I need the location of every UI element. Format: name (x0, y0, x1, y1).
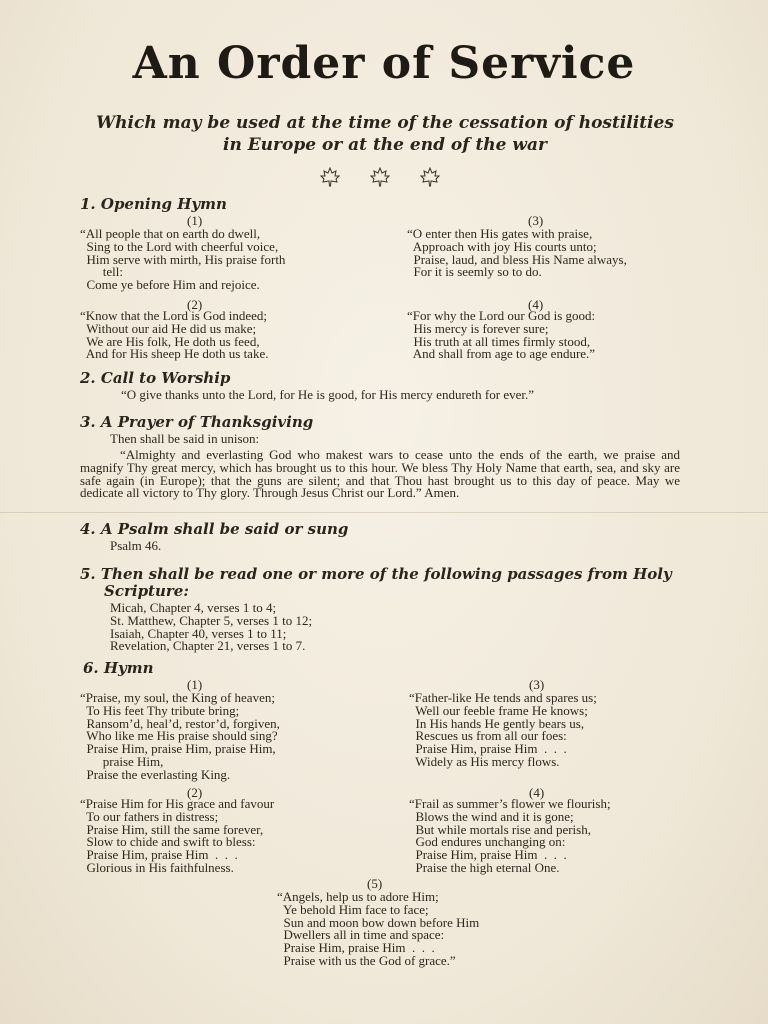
paper-fold (0, 512, 768, 513)
scripture-passages: Micah, Chapter 4, verses 1 to 4; St. Matthew, Chapter 5, verses 1 to 12; Isaiah, Chapter 40, verses 1 to 11; Revelation, Chapter 21, verses 1 to 7. (110, 600, 313, 654)
section-heading-scripture: 5. Then shall be read one or more of the following passages from Holy (80, 565, 672, 583)
section-heading-psalm: 4. A Psalm shall be said or sung (80, 520, 349, 538)
section-heading-hymn: 6. Hymn (83, 659, 154, 677)
maple-leaf-icon (420, 167, 440, 187)
hymn-verse: “Angels, help us to adore Him; Ye behold Him face to face; Sun and moon bow down before Him Dwellers all in time and space: Praise Him, praise Him . . . Praise with us the God of grace.” (277, 889, 480, 968)
section-heading-scripture-cont: Scripture: (104, 582, 189, 600)
section-heading-call-to-worship: 2. Call to Worship (80, 369, 231, 387)
hymn-verse: “Know that the Lord is God indeed; Without our aid He did us make; We are His folk, He doth us feed, And for His sheep He doth us take. (80, 308, 269, 362)
hymn-verse: “O enter then His gates with praise, Approach with joy His courts unto; Praise, laud, and bless His Name always, For it is seemly so to do. (407, 226, 627, 280)
maple-leaf-icon (370, 167, 390, 187)
call-to-worship-text: “O give thanks unto the Lord, for He is good, for His mercy endureth for ever.” (121, 387, 534, 402)
psalm-text: Psalm 46. (110, 538, 162, 553)
verse-number: (2) (187, 785, 203, 800)
subtitle-line-1: Which may be used at the time of the cessation of hostilities (96, 113, 674, 133)
hymn-verse: “Father-like He tends and spares us; Well our feeble frame He knows; In His hands He gently bears us, Rescues us from all our foes: Praise Him, praise Him . . . Widely as His mercy flows. (409, 690, 597, 769)
verse-number: (2) (187, 297, 203, 312)
hymn-verse: “Frail as summer’s flower we flourish; Blows the wind and it is gone; But while mortals rise and perish, God endures unchanging on: Praise Him, praise Him . . . Praise the high eternal One. (409, 796, 611, 875)
hymn-verse: “Praise, my soul, the King of heaven; To His feet Thy tribute bring; Ransom’d, heal’d, restor’d, forgiven, Who like me His praise should sing? Praise Him, praise Him, praise Him, praise Him, Praise the everlasting King. (80, 690, 280, 782)
verse-number: (1) (187, 677, 203, 692)
ornament-row (320, 167, 440, 187)
hymn-verse: “For why the Lord our God is good: His mercy is forever sure; His truth at all times firmly stood, And shall from age to age endure.” (407, 308, 596, 362)
verse-number: (4) (528, 297, 544, 312)
verse-number: (3) (528, 213, 544, 228)
verse-number: (3) (529, 677, 545, 692)
page-subtitle (60, 112, 710, 156)
prayer-intro: Then shall be said in unison: (110, 431, 260, 446)
section-heading-opening-hymn: 1. Opening Hymn (80, 195, 227, 213)
subtitle-line-2: in Europe or at the end of the war (222, 135, 548, 155)
page-title: An Order of Service (132, 38, 636, 89)
verse-number: (5) (367, 876, 383, 891)
maple-leaf-icon (320, 167, 340, 187)
verse-number: (1) (187, 213, 203, 228)
hymn-verse: “All people that on earth do dwell, Sing to the Lord with cheerful voice, Him serve with mirth, His praise forth tell: Come ye before Him and rejoice. (80, 226, 286, 293)
verse-number: (4) (529, 785, 545, 800)
prayer-text: “Almighty and everlasting God who makest wars to cease unto the ends of the earth, we praise and magnify Thy great mercy, which has brought us to this hour. We bless Thy Holy Name that earth, sea, and sky are safe again (in Europe); that the guns are silent; and that Thou hast brought us to this day of peace. May we dedicate all victory to Thy glory. Through Jesus Christ our Lord.” Amen. (80, 447, 680, 501)
hymn-verse: “Praise Him for His grace and favour To our fathers in distress; Praise Him, still the same forever, Slow to chide and swift to bless: Praise Him, praise Him . . . Glorious in His faithfulness. (80, 796, 275, 875)
section-heading-prayer: 3. A Prayer of Thanksgiving (80, 413, 314, 431)
